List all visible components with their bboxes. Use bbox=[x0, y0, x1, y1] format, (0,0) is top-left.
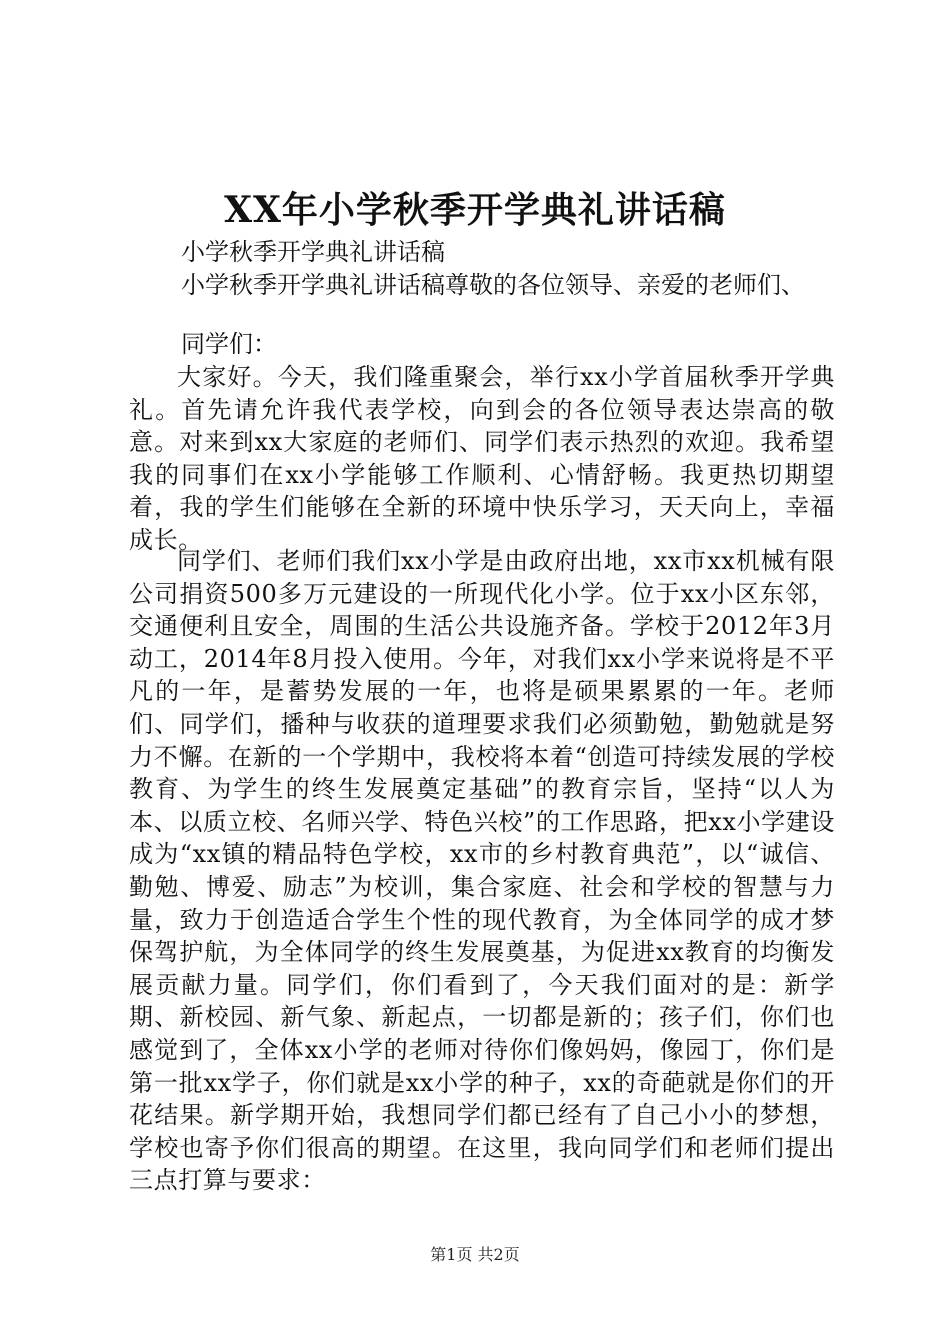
document-title: XX年小学秋季开学典礼讲话稿 bbox=[224, 189, 726, 231]
subtitle-line: 小学秋季开学典礼讲话稿 bbox=[181, 238, 445, 266]
paragraph-1: 大家好。今天，我们隆重聚会，举行xx小学首届秋季开学典礼。首先请允许我代表学校，向到会的各位领导表达崇高的敬意。对来到xx大家庭的老师们、同学们表示热烈的欢迎。我希望我的同事们在xx小学能够工作顺利、心情舒畅。我更热切期望着，我的学生们能够在全新的环境中快乐学习，天天向上，幸福成长。 bbox=[129, 363, 835, 554]
page-number-footer: 第1页 共2页 bbox=[430, 1245, 520, 1264]
intro-line: 小学秋季开学典礼讲话稿尊敬的各位领导、亲爱的老师们、 bbox=[181, 271, 805, 299]
greeting-line: 同学们： bbox=[181, 330, 277, 358]
paragraph-2: 同学们、老师们我们xx小学是由政府出地，xx市xx机械有限公司捐资500多万元建设的一所现代化小学。位于xx小区东邻，交通便利且安全，周围的生活公共设施齐备。学校于2012年3月动工，2014年8月投入使用。今年，对我们xx小学来说将是不平凡的一年，是蓄势发展的一年，也将是硕果累累的一年。老师们、同学们，播种与收获的道理要求我们必须勤勉，勤勉就是努力不懈。在新的一个学期中，我校将本着“创造可持续发展的学校教育、为学生的终生发展奠定基础”的教育宗旨，坚持“以人为本、以质立校、名师兴学、特色兴校”的工作思路，把xx小学建设成为“xx镇的精品特色学校，xx市的乡村教育典范”，以“诚信、勤勉、博爱、励志”为校训，集合家庭、社会和学校的智慧与力量，致力于创造适合学生个性的现代教育，为全体同学的成才梦保驾护航，为全体同学的终生发展奠基，为促进xx教育的均衡发展贡献力量。同学们，你们看到了，今天我们面对的是：新学期、新校园、新气象、新起点，一切都是新的；孩子们，你们也感觉到了，全体xx小学的老师对待你们像妈妈，像园丁，你们是第一批xx学子，你们就是xx小学的种子，xx的奇葩就是你们的开花结果。新学期开始，我想同学们都已经有了自己小小的梦想，学校也寄予你们很高的期望。在这里，我向同学们和老师们提出三点打算与要求： bbox=[129, 547, 835, 1195]
